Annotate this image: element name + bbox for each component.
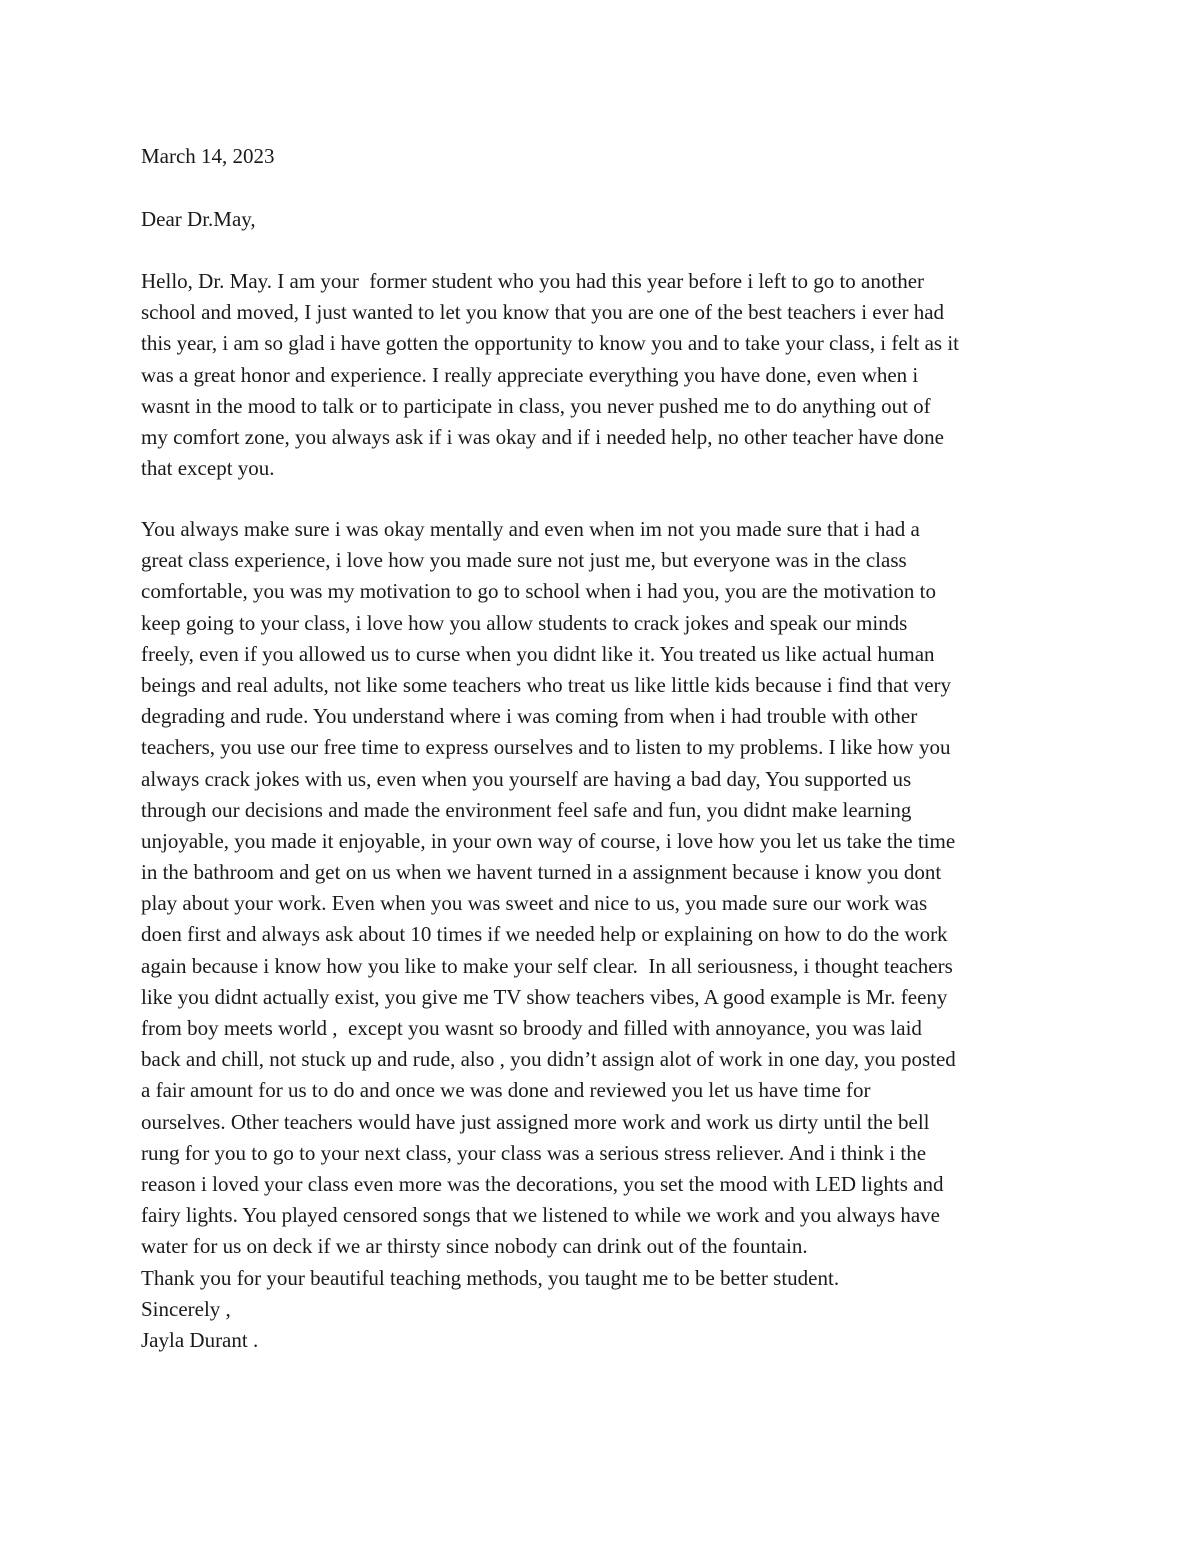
paragraph-line: like you didnt actually exist, you give me TV show teachers vibes, A good example is Mr. feeny bbox=[141, 984, 948, 1009]
paragraph-line: a fair amount for us to do and once we was done and reviewed you let us have time for bbox=[141, 1078, 871, 1103]
paragraph-line: great class experience, i love how you made sure not just me, but everyone was in the class bbox=[141, 548, 907, 573]
paragraph-line: wasnt in the mood to talk or to participate in class, you never pushed me to do anything out of bbox=[141, 393, 931, 418]
paragraph-line: beings and real adults, not like some teachers who treat us like little kids because i find that very bbox=[141, 672, 952, 697]
paragraph-line: that except you. bbox=[141, 456, 275, 481]
paragraph-line: fairy lights. You played censored songs that we listened to while we work and you always have bbox=[141, 1203, 941, 1228]
paragraph-line: You always make sure i was okay mentally and even when im not you made sure that i had a bbox=[141, 517, 920, 541]
letter-date bbox=[141, 141, 1071, 172]
letter-salutation bbox=[141, 204, 1071, 235]
paragraph-line: was a great honor and experience. I really appreciate everything you have done, even when i bbox=[141, 362, 919, 387]
paragraph-line: this year, i am so glad i have gotten the opportunity to know you and to take your class, i felt as it bbox=[141, 331, 959, 356]
signature-name: Jayla Durant . bbox=[141, 1327, 259, 1352]
paragraph-line: comfortable, you was my motivation to go to school when i had you, you are the motivation to bbox=[141, 579, 936, 604]
paragraph-line: through our decisions and made the environment feel safe and fun, you didnt make learning bbox=[141, 797, 912, 822]
paragraph-line: Hello, Dr. May. I am your former student who you had this year before i left to go to another bbox=[141, 269, 925, 293]
closing-line: Thank you for your beautiful teaching methods, you taught me to be better student. bbox=[141, 1265, 840, 1290]
paragraph-line: freely, even if you allowed us to curse when you didnt like it. You treated us like actual human bbox=[141, 641, 935, 666]
paragraph-line: again because i know how you like to make your self clear. In all seriousness, i thought teachers bbox=[141, 953, 953, 978]
paragraph-line: from boy meets world , except you wasnt so broody and filled with annoyance, you was laid bbox=[141, 1016, 922, 1040]
paragraph-line: school and moved, I just wanted to let you know that you are one of the best teachers i ever had bbox=[141, 300, 945, 325]
paragraph-line: rung for you to go to your next class, your class was a serious stress reliever. And i think i the bbox=[141, 1140, 927, 1165]
paragraph-line: back and chill, not stuck up and rude, also , you didn’t assign alot of work in one day, you posted bbox=[141, 1047, 956, 1072]
paragraph-line: reason i loved your class even more was the decorations, you set the mood with LED lights and bbox=[141, 1171, 944, 1196]
paragraph-1 bbox=[141, 266, 1071, 484]
paragraph-line: ourselves. Other teachers would have just assigned more work and work us dirty until the bell bbox=[141, 1109, 930, 1134]
paragraph-line: my comfort zone, you always ask if i was okay and if i needed help, no other teacher have done bbox=[141, 424, 944, 449]
paragraph-line: unjoyable, you made it enjoyable, in your own way of course, i love how you let us take the time bbox=[141, 828, 956, 853]
paragraph-line: water for us on deck if we ar thirsty since nobody can drink out of the fountain. bbox=[141, 1234, 808, 1259]
date-line: March 14, 2023 bbox=[141, 144, 275, 168]
signoff: Sincerely , bbox=[141, 1296, 231, 1321]
paragraph-line: in the bathroom and get on us when we havent turned in a assignment because i know you dont bbox=[141, 860, 942, 885]
paragraph-line: teachers, you use our free time to express ourselves and to listen to my problems. I like how you bbox=[141, 735, 951, 760]
paragraph-line: keep going to your class, i love how you allow students to crack jokes and speak our minds bbox=[141, 610, 908, 635]
paragraph-line: doen first and always ask about 10 times if we needed help or explaining on how to do the work bbox=[141, 922, 948, 947]
salutation-line: Dear Dr.May, bbox=[141, 207, 256, 231]
paragraph-line: always crack jokes with us, even when you yourself are having a bad day, You supported us bbox=[141, 766, 912, 791]
paragraph-line: degrading and rude. You understand where i was coming from when i had trouble with other bbox=[141, 704, 918, 729]
paragraph-line: play about your work. Even when you was sweet and nice to us, you made sure our work was bbox=[141, 891, 928, 916]
paragraph-2 bbox=[141, 514, 1071, 1356]
